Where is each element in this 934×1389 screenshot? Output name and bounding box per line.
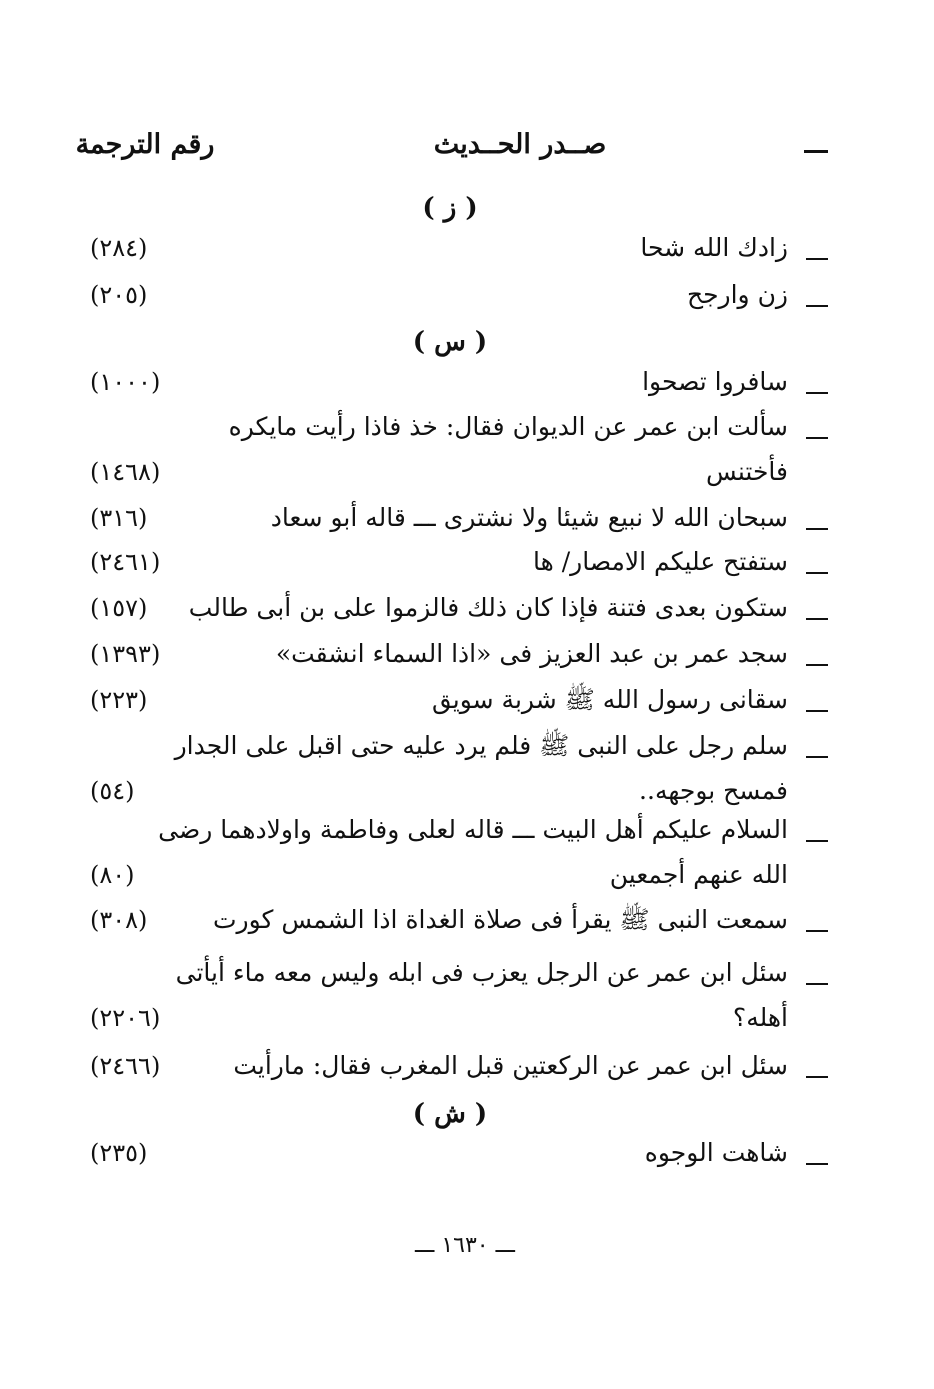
entry-dash [806,528,828,530]
entry-number: (١٣٩٣) [90,640,161,668]
section-heading-sin: ( س ) [412,327,488,357]
entry-dash [806,664,828,666]
entry-dash [806,710,828,712]
entry-text: زن وارجح [686,280,788,309]
entry-text-continued: الله عنهم أجمعين [609,860,788,889]
entry-number: (٢٤٦١) [90,548,161,576]
entry-text: شاهت الوجوه [644,1138,788,1167]
entry-dash [806,392,828,394]
entry-number: (٢٢٠٦) [90,1004,161,1032]
entry-dash [806,1163,828,1165]
entry-number: (٢٢٣) [90,686,148,714]
entry-number: (١٠٠٠) [90,368,161,396]
entry-text: سجد عمر بن عبد العزيز فى «اذا السماء انشقت» [275,639,788,668]
entry-dash [806,618,828,620]
entry-text: سئل ابن عمر عن الركعتين قبل المغرب فقال: مارأيت [233,1051,788,1080]
entry-number: (١٤٦٨) [90,458,161,486]
section-heading-shin: ( ش ) [412,1099,488,1129]
entry-number: (٣٠٨) [90,906,148,934]
entry-text: سافروا تصحوا [642,367,788,396]
entry-dash [806,756,828,758]
entry-dash [806,983,828,985]
entry-text: ستفتح عليكم الامصار/ ها [532,547,788,576]
header-dash [804,150,828,153]
entry-dash [806,930,828,932]
entry-text: ستكون بعدى فتنة فإذا كان ذلك فالزموا على بن أبى طالب [188,593,788,622]
page-number: ـــ ١٦٣٠ ـــ [415,1233,515,1258]
entry-number: (٣١٦) [90,504,148,532]
entry-text: السلام عليكم أهل البيت ـــ قاله لعلى وفاطمة واولادهما رضى [158,815,788,844]
entry-text: سمعت النبى ﷺ يقرأ فى صلاة الغداة اذا الشمس كورت [212,905,788,934]
column-title-hadith: صــدر الحــديث [433,129,607,160]
entry-number: (٢٣٥) [90,1139,148,1167]
entry-text: زادك الله شحا [640,233,788,262]
entry-dash [806,305,828,307]
entry-number: (٨٠) [90,861,135,889]
entry-number: (٢٠٥) [90,281,148,309]
entry-text: سألت ابن عمر عن الديوان فقال: خذ فاذا رأيت مايكره [228,412,788,441]
entry-number: (١٥٧) [90,594,148,622]
column-title-number: رقم الترجمة [75,129,215,160]
entry-dash [806,1076,828,1078]
entry-text-continued: فمسح بوجهه.. [639,776,788,805]
section-heading-zay: ( ز ) [422,193,478,223]
entry-text: سئل ابن عمر عن الرجل يعزب فى ابله وليس معه ماء أيأتى [175,958,788,987]
entry-text: سقانى رسول الله ﷺ شربة سويق [431,685,788,714]
entry-text-continued: فأختنس [706,457,788,486]
entry-text-continued: أهله؟ [732,1003,788,1032]
entry-text: سبحان الله لا نبيع شيئا ولا نشترى ـــ قاله أبو سعاد [270,503,788,532]
entry-number: (٥٤) [90,777,135,805]
entry-dash [806,437,828,439]
entry-dash [806,258,828,260]
entry-dash [806,572,828,574]
entry-number: (٢٤٦٦) [90,1052,161,1080]
entry-number: (٢٨٤) [90,234,148,262]
entry-dash [806,840,828,842]
entry-text: سلم رجل على النبى ﷺ فلم يرد عليه حتى اقبل على الجدار [174,731,788,760]
